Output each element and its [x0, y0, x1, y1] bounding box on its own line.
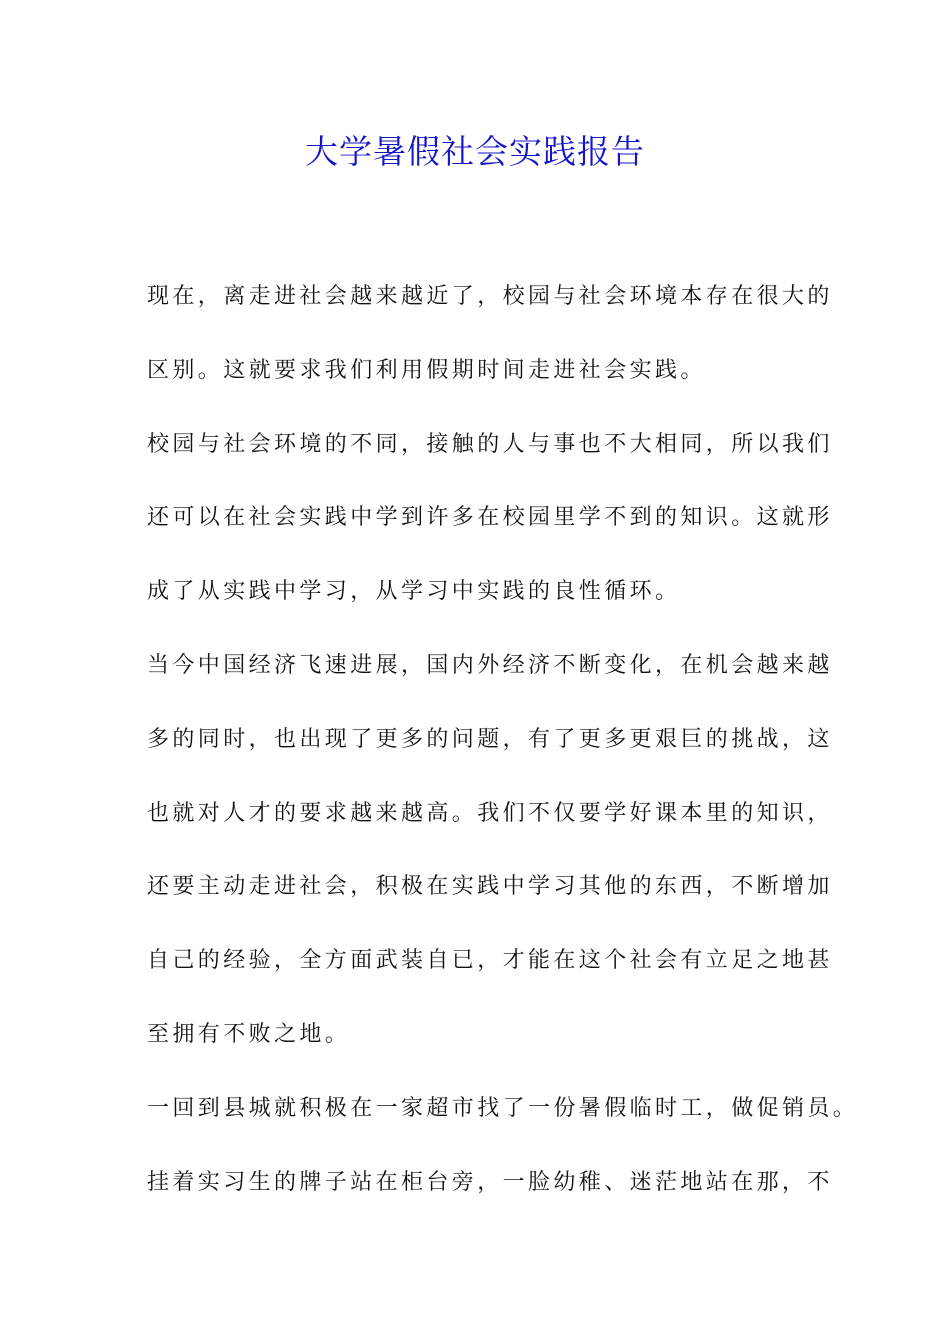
body-line: 自己的经验，全方面武装自已，才能在这个社会有立足之地甚 — [147, 948, 833, 974]
body-line: 当今中国经济飞速进展，国内外经济不断变化，在机会越来越 — [147, 652, 833, 678]
body-line: 现在，离走进社会越来越近了，校园与社会环境本存在很大的 — [147, 284, 833, 309]
body-line: 挂着实习生的牌子站在柜台旁，一脸幼稚、迷茫地站在那，不 — [147, 1169, 833, 1195]
body-line: 也就对人才的要求越来越高。我们不仅要学好课本里的知识， — [147, 800, 833, 826]
document-title: 大学暑假社会实践报告 — [305, 132, 645, 171]
body-line: 还可以在社会实践中学到许多在校园里学不到的知识。这就形 — [147, 505, 833, 531]
body-line: 至拥有不败之地。 — [147, 1021, 351, 1047]
body-line: 还要主动走进社会，积极在实践中学习其他的东西，不断增加 — [147, 874, 833, 900]
body-line: 一回到县城就积极在一家超市找了一份暑假临时工，做促销员。 — [147, 1095, 859, 1121]
body-line: 多的同时，也出现了更多的问题，有了更多更艰巨的挑战，这 — [147, 726, 833, 752]
body-line: 区别。这就要求我们利用假期时间走进社会实践。 — [147, 357, 706, 383]
body-line: 校园与社会环境的不同，接触的人与事也不大相同，所以我们 — [147, 431, 833, 457]
body-line: 成了从实践中学习，从学习中实践的良性循环。 — [147, 579, 681, 605]
document-body — [147, 260, 859, 1219]
